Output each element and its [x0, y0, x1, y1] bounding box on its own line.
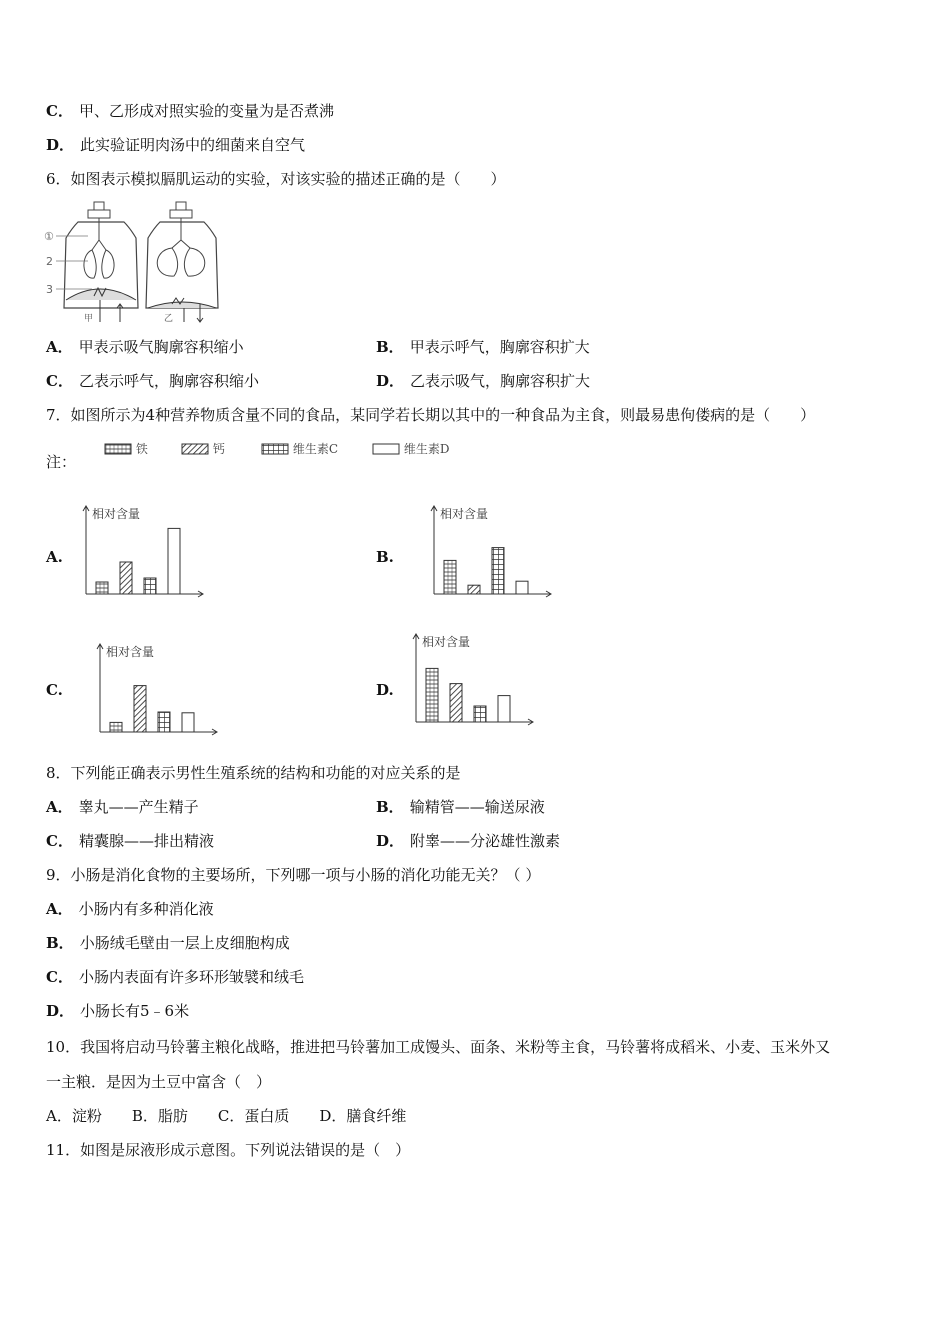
jar-yi	[146, 202, 218, 324]
q8-stem: 8．下列能正确表示男性生殖系统的结构和功能的对应关系的是	[46, 764, 461, 782]
chart-c	[92, 640, 222, 740]
q7-note: 注：	[46, 453, 77, 471]
q7-stem: 7．如图所示为4种营养物质含量不同的食品，某同学若长期以其中的一种食品为主食，则最易患佝偻病的是（ ）	[46, 406, 816, 424]
q10-stem-line1: 10．我国将启动马铃薯主粮化战略，推进把马铃薯加工成馒头、面条、米粉等主食，马铃薯将成稻米、小麦、玉米外又	[46, 1038, 831, 1056]
bar-vitd	[182, 713, 194, 732]
q9-option-b: B． 小肠绒毛壁由一层上皮细胞构成	[46, 934, 290, 952]
jar-jia	[64, 202, 138, 324]
y-axis-label: 相对含量	[422, 635, 471, 649]
q10-stem-line2: 一主粮．是因为土豆中富含（ ）	[46, 1073, 272, 1091]
bar-vitc	[144, 578, 156, 594]
q8-option-d: D． 附睾——分泌雄性激素	[376, 832, 561, 850]
legend-item-vitd: 维生素D	[372, 440, 449, 457]
y-axis	[97, 644, 103, 732]
jar-label-jia: 甲	[84, 314, 94, 324]
y-axis	[431, 506, 437, 594]
chart-d	[408, 630, 538, 730]
bar-calcium	[134, 686, 146, 732]
q6-option-b: B． 甲表示呼气，胸廓容积扩大	[376, 338, 590, 356]
bar-vitc	[474, 706, 486, 722]
q10-options: A．淀粉 B．脂肪 C．蛋白质 D．膳食纤维	[46, 1107, 407, 1125]
legend-swatch-vitd	[372, 443, 400, 455]
chart-b	[426, 502, 556, 602]
diaphragm-model-figure	[42, 200, 222, 325]
q9-stem: 9．小肠是消化食物的主要场所，下列哪一项与小肠的消化功能无关？（ ）	[46, 866, 541, 884]
label-3: 3	[46, 283, 53, 296]
q9-option-c: C． 小肠内表面有许多环形皱襞和绒毛	[46, 968, 304, 986]
bar-vitd	[168, 528, 180, 594]
legend-swatch-calcium	[181, 443, 209, 455]
bar-iron	[96, 582, 108, 594]
label-2: 2	[46, 255, 53, 268]
jar-label-yi: 乙	[164, 314, 174, 324]
chart-a	[78, 502, 208, 602]
q6-option-c: C． 乙表示呼气，胸廓容积缩小	[46, 372, 259, 390]
y-axis-label: 相对含量	[92, 507, 141, 521]
legend-item-iron: 铁	[104, 440, 148, 457]
chart-c-label: C.	[46, 681, 63, 699]
bar-vitd	[498, 696, 510, 722]
y-axis-label: 相对含量	[440, 507, 489, 521]
bar-vitc	[492, 548, 504, 594]
chart-d-label: D.	[376, 681, 394, 699]
bar-vitc	[158, 712, 170, 732]
q6-option-a: A． 甲表示吸气胸廓容积缩小	[46, 338, 244, 356]
bar-iron	[444, 560, 456, 594]
q9-option-a: A． 小肠内有多种消化液	[46, 900, 214, 918]
label-1: ①	[44, 230, 54, 243]
q8-option-a: A． 睾丸——产生精子	[46, 798, 199, 816]
q9-option-d: D． 小肠长有5﹣6米	[46, 1002, 190, 1020]
y-axis-label: 相对含量	[106, 645, 155, 659]
bar-vitd	[516, 581, 528, 594]
bar-iron	[110, 722, 122, 732]
y-axis	[413, 634, 419, 722]
bar-calcium	[450, 684, 462, 722]
legend-item-vitc: 维生素C	[261, 440, 338, 457]
bar-iron	[426, 668, 438, 722]
q5-option-c: C． 甲、乙形成对照实验的变量为是否煮沸	[46, 102, 334, 120]
q8-option-c: C． 精囊腺——排出精液	[46, 832, 214, 850]
y-axis	[83, 506, 89, 594]
bar-calcium	[120, 562, 132, 594]
q8-option-b: B． 输精管——输送尿液	[376, 798, 545, 816]
q5-option-d: D． 此实验证明肉汤中的细菌来自空气	[46, 136, 306, 154]
legend-swatch-iron	[104, 443, 132, 455]
q6-stem: 6．如图表示模拟膈肌运动的实验，对该实验的描述正确的是（ ）	[46, 170, 506, 188]
legend-item-calcium: 钙	[181, 440, 225, 457]
chart-a-label: A.	[46, 548, 63, 566]
bar-calcium	[468, 585, 480, 594]
q11-stem: 11．如图是尿液形成示意图。下列说法错误的是（ ）	[46, 1141, 411, 1159]
legend-swatch-vitc	[261, 443, 289, 455]
q6-option-d: D． 乙表示吸气，胸廓容积扩大	[376, 372, 591, 390]
chart-b-label: B.	[376, 548, 394, 566]
